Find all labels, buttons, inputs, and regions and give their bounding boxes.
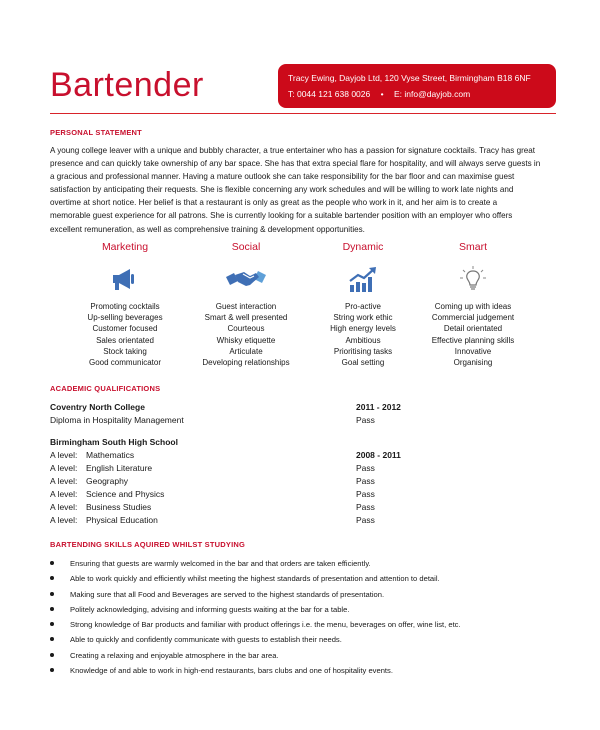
school-level: A level: (50, 476, 78, 486)
header-divider (50, 113, 556, 114)
skill-item: Smart & well presented (204, 313, 288, 323)
list-item (50, 617, 570, 632)
personal-statement-text (50, 144, 560, 236)
list-item-text: Creating a relaxing and enjoyable atmosphere in the bar area. (70, 650, 279, 660)
skill-item: Coming up with ideas (434, 302, 512, 311)
bullet-dot (50, 653, 54, 657)
skill-item: Promoting cocktails (90, 302, 160, 311)
skill-item: Articulate (229, 346, 263, 356)
school-subject: Physical Education (86, 515, 158, 525)
skill-column-marketing (60, 241, 190, 368)
skill-item: Commercial judgement (431, 313, 515, 323)
list-item (50, 663, 570, 678)
page-title: Bartender (50, 66, 204, 104)
list-item-text: Ensuring that guests are warmly welcomed in the bar and that orders are taken efficiently. (70, 559, 371, 568)
skill-column-smart (408, 241, 538, 368)
academic-heading: ACADEMIC QUALIFICATIONS (50, 384, 161, 393)
skill-item: Whisky etiquette (216, 335, 276, 345)
list-item (50, 556, 570, 571)
skill-item: Pro-active (344, 302, 381, 311)
list-item-text: Knowledge of and able to work in high-end restaurants, bars clubs and one of hospitality events. (70, 666, 393, 676)
statement-line: memorable guest experience for all patrons. She is currently looking for a suitable bartender position with an employer who offers (50, 211, 513, 221)
school-name: Birmingham South High School (50, 437, 178, 447)
bullet-dot (50, 668, 54, 672)
skill-list (60, 301, 190, 368)
bullet-dot (50, 622, 54, 626)
lightbulb-icon (408, 259, 538, 299)
school-result: Pass (356, 463, 375, 473)
skill-list (408, 301, 538, 368)
skill-heading: Smart (458, 241, 487, 253)
statement-line: overtime at short notice. Her belief is that a restaurant is only as great as the people who work in it, and her aim is to create a (50, 198, 498, 208)
school-subject: Science and Physics (86, 489, 165, 499)
skill-item: Courteous (227, 324, 265, 334)
school-subject: English Literature (86, 463, 153, 473)
skill-item: Customer focused (92, 324, 158, 334)
college-name: Coventry North College (50, 402, 145, 412)
list-item (50, 602, 570, 617)
list-item-text: Making sure that all Food and Beverages are served to the highest standards of presentation. (70, 589, 385, 599)
skill-item: Sales orientated (96, 335, 154, 345)
megaphone-icon (60, 259, 190, 299)
skill-heading: Marketing (101, 241, 149, 253)
school-subject: Business Studies (86, 502, 152, 512)
skill-item: Developing relationships (202, 358, 290, 368)
skill-column-social (181, 241, 311, 368)
list-item-text: Strong knowledge of Bar products and familiar with product offerings i.e. the menu, beverages on offer, wine list, etc. (70, 620, 461, 630)
handshake-icon (181, 259, 311, 299)
list-item (50, 632, 570, 647)
contact-address: Tracy Ewing, Dayjob Ltd, 120 Vyse Street, Birmingham B18 6NF (288, 73, 531, 83)
contact-separator: • (380, 89, 384, 99)
personal-statement-heading: PERSONAL STATEMENT (50, 128, 142, 137)
school-subject: Geography (86, 476, 129, 486)
skill-item: Guest interaction (215, 302, 277, 311)
list-item (50, 648, 570, 663)
skill-item: High energy levels (330, 324, 396, 334)
statement-line: presence and can quickly take ownership of any bar space. She has that extra special flare for hospitality, and will always serve guests in (50, 159, 541, 169)
bullet-dot (50, 607, 54, 611)
contact-phone: T: 0044 121 638 0026 (288, 89, 371, 99)
school-level: A level: (50, 515, 78, 525)
school-result: Pass (356, 515, 375, 525)
skill-item: Ambitious (345, 335, 381, 345)
skill-item: Good communicator (88, 358, 162, 368)
skill-item: Stock taking (103, 346, 147, 356)
bartending-heading: BARTENDING SKILLS AQUIRED WHILST STUDYING (50, 540, 246, 549)
college-dates: 2011 - 2012 (356, 402, 401, 412)
bullet-dot (50, 592, 54, 596)
skill-list (181, 301, 311, 368)
bartending-list (50, 556, 570, 678)
bullet-dot (50, 561, 54, 565)
list-item (50, 587, 570, 602)
school-result: Pass (356, 476, 375, 486)
skill-item: Innovative (454, 346, 492, 356)
skill-heading: Dynamic (342, 241, 384, 253)
skill-item: String work ethic (333, 313, 393, 323)
statement-line: excellent remuneration, as well as comprehensive training & development opportunities. (50, 224, 365, 234)
list-item-text: Able to quickly and confidently communicate with guests to establish their needs. (70, 635, 342, 645)
contact-box (278, 64, 556, 108)
school-level: A level: (50, 463, 78, 473)
skill-item: Organising (453, 358, 493, 368)
school-level: A level: (50, 502, 78, 512)
skill-item: Up-selling beverages (87, 313, 163, 323)
contact-line (288, 86, 556, 102)
school-level: A level: (50, 450, 78, 460)
skill-heading: Social (231, 241, 261, 253)
contact-email[interactable]: E: info@dayjob.com (393, 89, 471, 99)
statement-line: A young college leaver with a unique and bubbly character, a true entertainer who has a passion for signature cocktails. Tracy has great (50, 146, 536, 155)
school-result: Pass (356, 489, 375, 499)
skill-item: Effective planning skills (431, 335, 515, 345)
bullet-dot (50, 576, 54, 580)
skill-item: Detail orientated (443, 324, 503, 334)
skill-item: Prioritising tasks (333, 346, 393, 356)
school-dates: 2008 - 2011 (356, 450, 401, 460)
bullet-dot (50, 637, 54, 641)
college-course: Diploma in Hospitality Management (50, 415, 184, 425)
college-result: Pass (356, 415, 375, 425)
list-item-text: Able to work quickly and efficiently whilst meeting the highest standards of presentation and attention to detail. (70, 574, 440, 584)
statement-line: a gracious and professional manner. Having a mature outlook she can take responsibility for the bar floor and can maximise guest (50, 172, 515, 182)
school-subject: Mathematics (86, 450, 135, 460)
list-item (50, 571, 570, 586)
skill-item: Goal setting (341, 358, 385, 368)
school-level: A level: (50, 489, 78, 499)
school-result: Pass (356, 502, 375, 512)
statement-line: satisfaction by anticipating their requests. She is flexible concerning any work schedules and will be willing to work late nights and (50, 185, 514, 195)
list-item-text: Politely acknowledging, advising and informing guests waiting at the bar for a table. (70, 604, 350, 614)
